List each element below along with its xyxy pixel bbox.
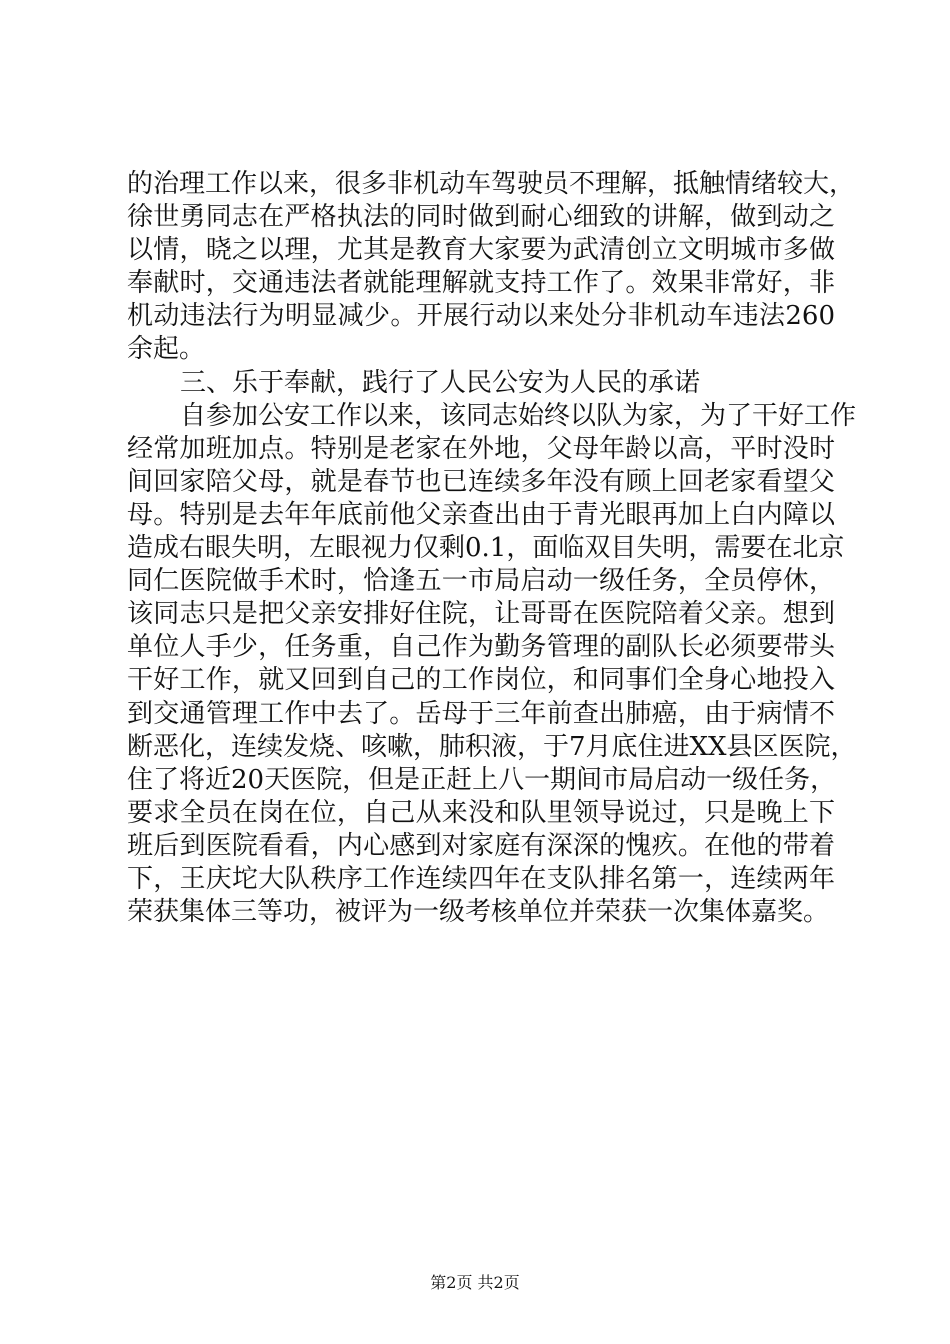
text-line: 母。特别是去年年底前他父亲查出由于青光眼再加上白内障以 <box>127 499 835 530</box>
text-line: 要求全员在岗在位，自己从来没和队里领导说过，只是晚上下 <box>127 797 835 828</box>
text-line: 住了将近20天医院，但是正赶上八一期间市局启动一级任务， <box>127 764 837 795</box>
text-line: 到交通管理工作中去了。岳母于三年前查出肺癌，由于病情不 <box>127 698 835 729</box>
text-line: 单位人手少，任务重，自己作为勤务管理的副队长必须要带头 <box>127 632 835 663</box>
text-line: 机动违法行为明显减少。开展行动以来处分非机动车违法260 <box>127 301 835 332</box>
text-line: 奉献时，交通违法者就能理解就支持工作了。效果非常好，非 <box>127 268 835 299</box>
text-line: 以情，晓之以理，尤其是教育大家要为武清创立文明城市多做 <box>127 235 835 266</box>
text-line: 干好工作，就又回到自己的工作岗位，和同事们全身心地投入 <box>127 665 835 696</box>
text-line: 下，王庆坨大队秩序工作连续四年在支队排名第一，连续两年 <box>127 863 835 894</box>
text-line: 断恶化，连续发烧、咳嗽，肺积液，于7月底住进XX县区医院， <box>127 731 857 762</box>
text-line: 该同志只是把父亲安排好住院，让哥哥在医院陪着父亲。想到 <box>127 599 835 630</box>
text-line: 同仁医院做手术时，恰逢五一市局启动一级任务，全员停休， <box>127 566 835 597</box>
text-line: 班后到医院看看，内心感到对家庭有深深的愧疚。在他的带着 <box>127 830 835 861</box>
text-line: 间回家陪父母，就是春节也已连续多年没有顾上回老家看望父 <box>127 466 835 497</box>
text-line: 荣获集体三等功，被评为一级考核单位并荣获一次集体嘉奖。 <box>127 897 830 928</box>
document-body <box>127 168 857 929</box>
section-heading: 三、乐于奉献，践行了人民公安为人民的承诺 <box>180 367 701 398</box>
text-line: 的治理工作以来，很多非机动车驾驶员不理解，抵触情绪较大， <box>127 169 856 199</box>
text-line: 徐世勇同志在严格执法的同时做到耐心细致的讲解，做到动之 <box>127 202 835 233</box>
text-line: 造成右眼失明，左眼视力仅剩0.1，面临双目失明，需要在北京 <box>127 533 845 564</box>
page-number-footer: 第2页 共2页 <box>430 1273 520 1292</box>
text-line: 余起。 <box>127 334 206 365</box>
text-line: 自参加公安工作以来，该同志始终以队为家，为了干好工作 <box>180 400 857 431</box>
text-line: 经常加班加点。特别是老家在外地，父母年龄以高，平时没时 <box>127 433 835 464</box>
